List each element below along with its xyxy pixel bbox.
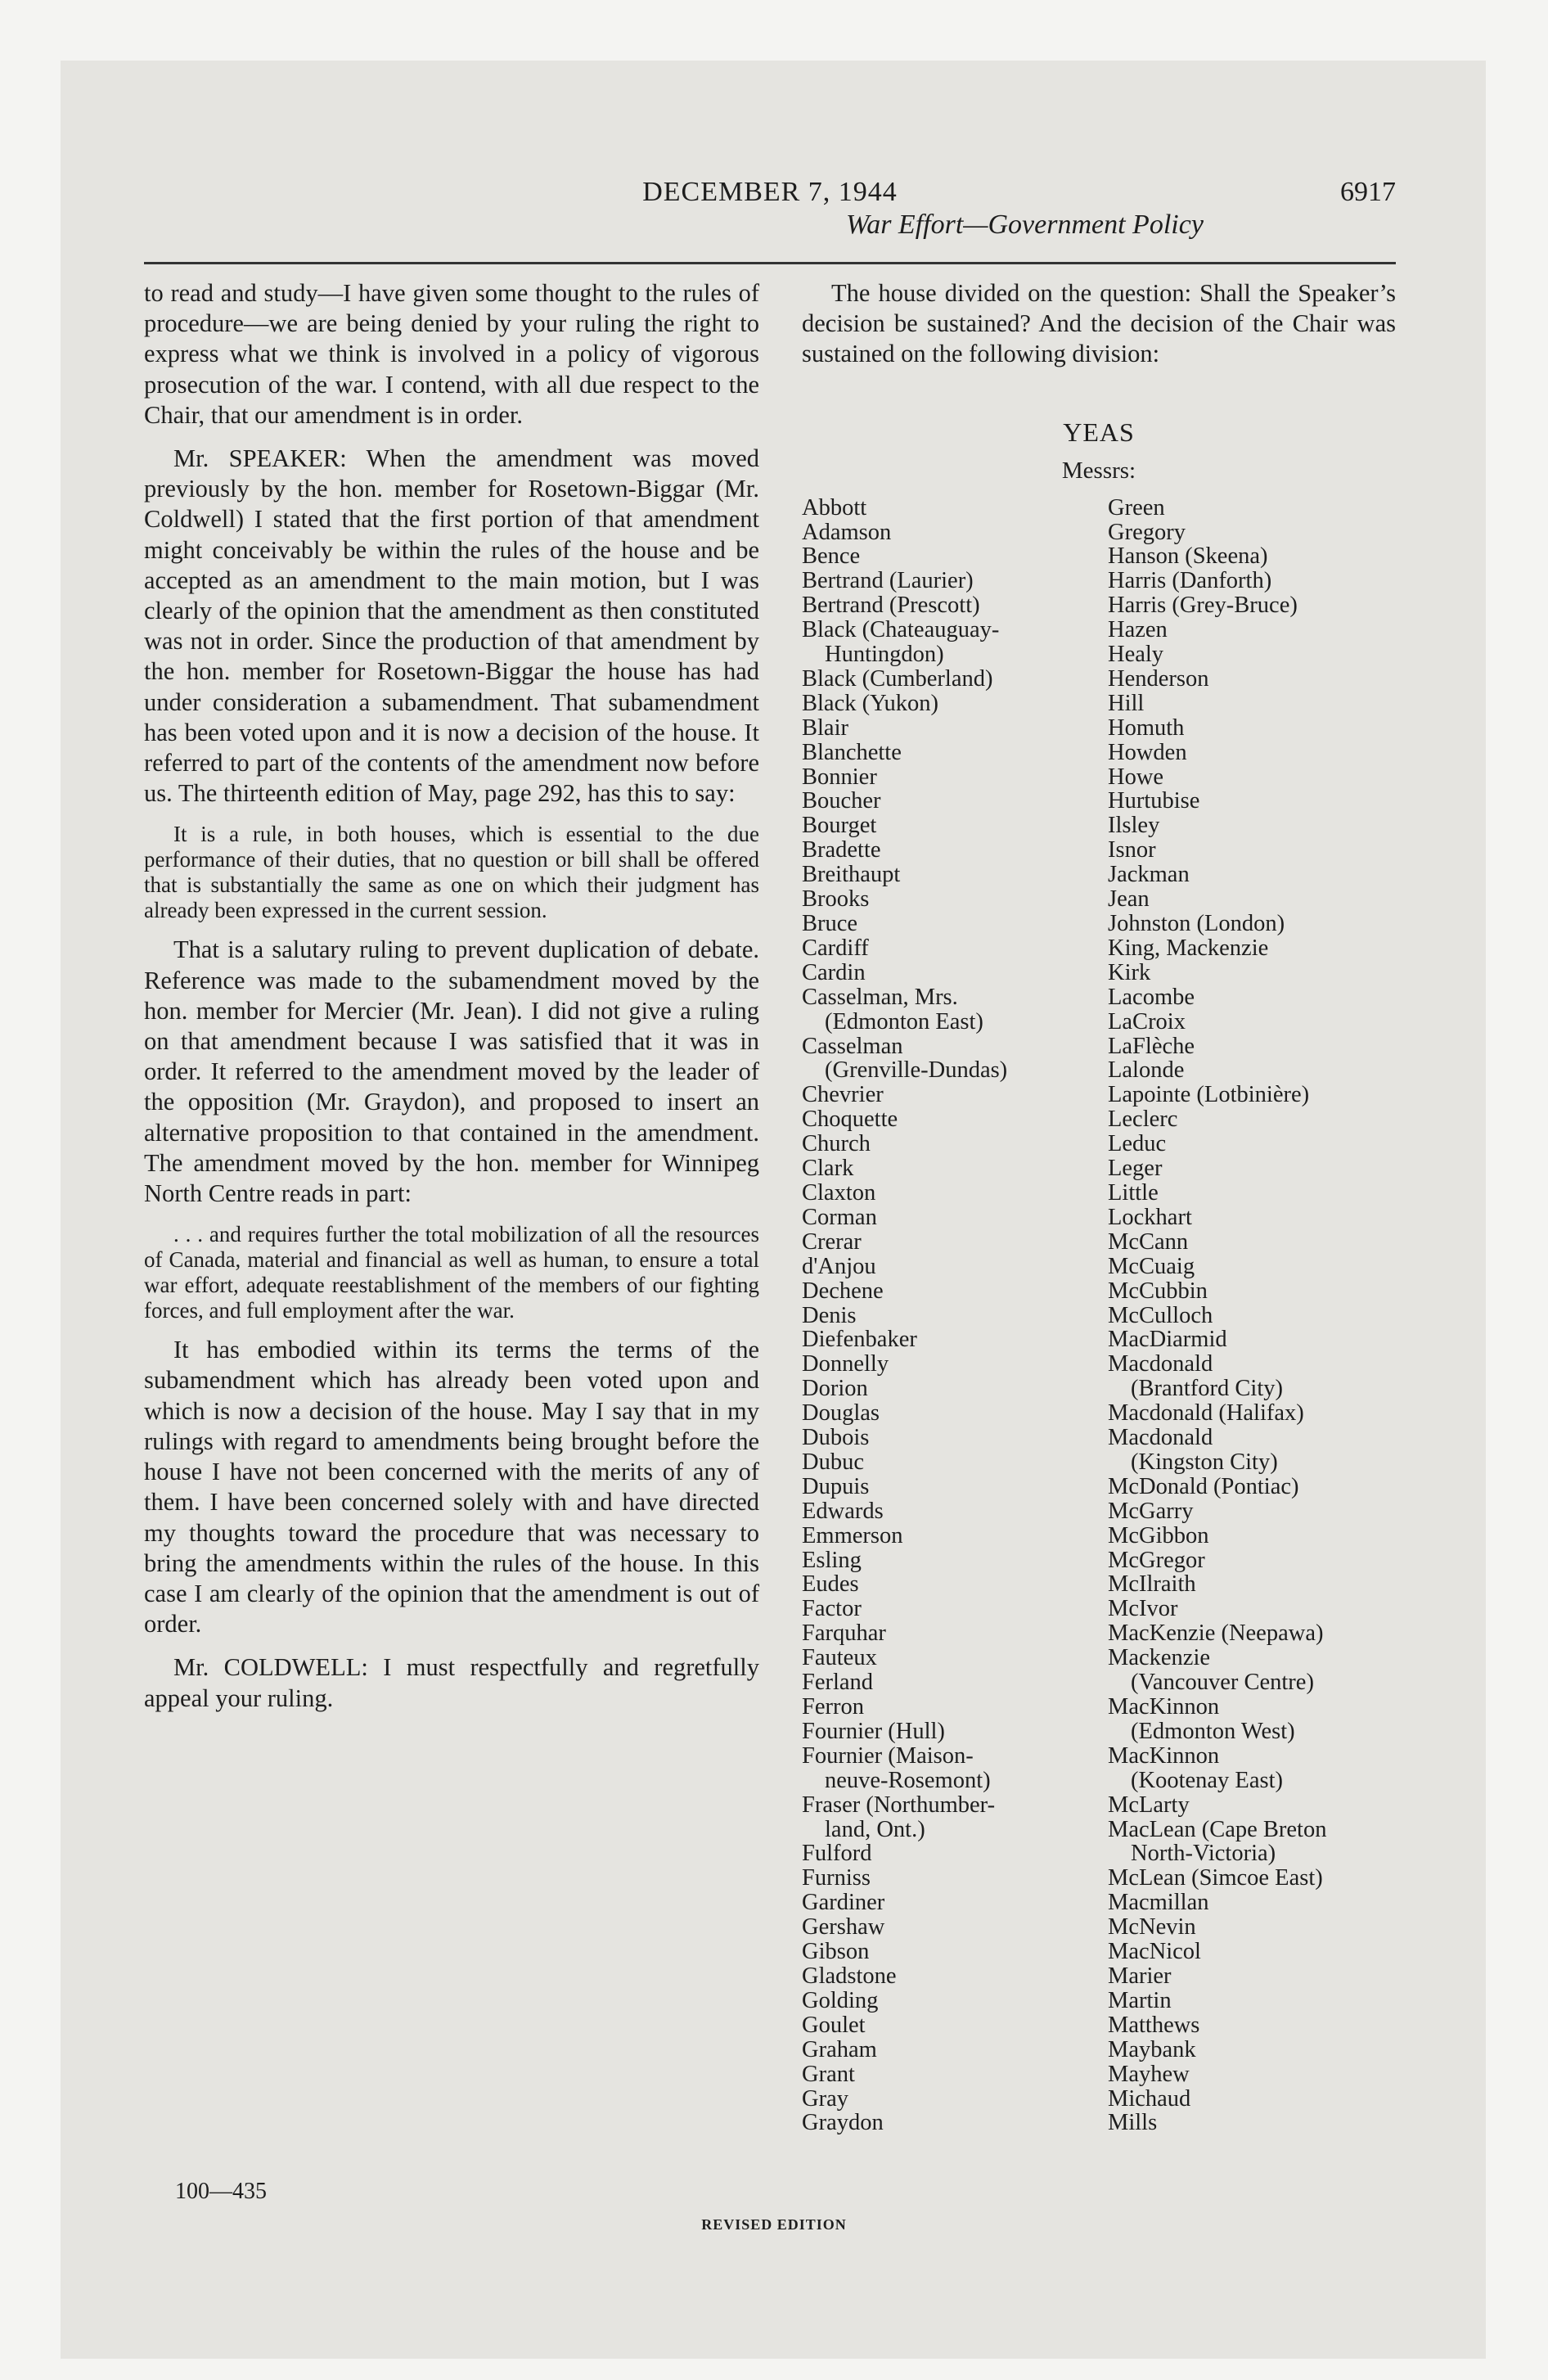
member-name: Leger [1108, 1156, 1163, 1182]
member-name: Lacombe [1108, 984, 1195, 1010]
member-name: Bonnier [802, 764, 877, 790]
member-name: Isnor [1108, 837, 1156, 863]
header-date: DECEMBER 7, 1944 [642, 177, 898, 207]
member-name: North-Victoria) [1131, 1841, 1276, 1867]
member-name: Macdonald [1108, 1425, 1213, 1451]
member-name: Farquhar [802, 1620, 886, 1647]
member-name: (Vancouver Centre) [1131, 1670, 1314, 1696]
member-name: McCubbin [1108, 1278, 1208, 1304]
member-name: Church [802, 1131, 871, 1157]
member-name: Ilsley [1108, 813, 1160, 839]
member-name: Factor [802, 1596, 862, 1622]
member-name: Bertrand (Prescott) [802, 593, 980, 619]
header-rule [144, 262, 1396, 264]
names-column-1 [802, 496, 1108, 2136]
member-name: Diefenbaker [802, 1327, 917, 1353]
member-name: King, Mackenzie [1108, 935, 1269, 961]
member-name: Gibson [802, 1939, 870, 1965]
quoted-passage: . . . and requires further the total mobilization of all the resources of Canada, material and financial as well as human, to ensure a total war effort, adequate reestablishment of the members of our fighting forces, and full employment after the war. [144, 1222, 759, 1323]
member-name: Huntingdon) [825, 642, 944, 668]
member-name: Ferland [802, 1670, 874, 1696]
member-name: Hill [1108, 690, 1145, 716]
member-name: Crerar [802, 1228, 862, 1255]
member-name: Henderson [1108, 665, 1209, 692]
member-name: Dubois [802, 1425, 870, 1451]
member-name: Bradette [802, 837, 881, 863]
member-name: Claxton [802, 1179, 876, 1206]
member-name: Edwards [802, 1498, 884, 1524]
member-name: LaCroix [1108, 1008, 1186, 1034]
member-name: Maybank [1108, 2036, 1196, 2062]
member-name: MacNicol [1108, 1939, 1201, 1965]
member-name: Fauteux [802, 1645, 877, 1671]
member-name: Dechene [802, 1278, 884, 1304]
member-name: Macdonald [1108, 1351, 1213, 1377]
yeas-name-list [802, 496, 1396, 2136]
member-name: (Kootenay East) [1131, 1767, 1283, 1793]
member-name: Howe [1108, 764, 1164, 790]
member-name: Clark [802, 1156, 854, 1182]
yeas-heading: YEAS [1063, 417, 1135, 447]
member-name: Chevrier [802, 1082, 884, 1108]
member-name: McGregor [1108, 1547, 1205, 1573]
page-header [144, 177, 1396, 259]
member-name: (Kingston City) [1131, 1449, 1278, 1475]
member-name: McGarry [1108, 1498, 1194, 1524]
member-name: Gregory [1108, 519, 1186, 545]
member-name: (Edmonton West) [1131, 1718, 1295, 1744]
member-name: McCann [1108, 1228, 1189, 1255]
member-name: Green [1108, 494, 1165, 521]
member-name: McIlraith [1108, 1571, 1196, 1598]
member-name: Homuth [1108, 714, 1185, 741]
member-name: Denis [802, 1302, 857, 1328]
member-name: Jackman [1108, 862, 1190, 888]
member-name: Lalonde [1108, 1057, 1185, 1084]
paragraph: It has embodied within its terms the terms of the subamendment which has already been voted upon and which is now a decision of the house. May I say that in my rulings with regard to amendments being brought before the house I have not been concerned with the merits of any of them. I have been concerned solely with and have directed my thoughts toward the procedure that was necessary to bring the amendments within the rules of the house. In this case I am clearly of the opinion that the amendment is out of order. [144, 1336, 759, 1639]
member-name: Harris (Danforth) [1108, 568, 1272, 594]
member-name: Hanson (Skeena) [1108, 543, 1268, 570]
member-name: Furniss [802, 1865, 871, 1891]
member-name: (Grenville-Dundas) [825, 1057, 1008, 1084]
division-intro: The house divided on the question: Shall the Speaker’s decision be sustained? And the decision of the Chair was sustained on the following division: [802, 279, 1396, 368]
member-name: McGibbon [1108, 1522, 1209, 1548]
member-name: McNevin [1108, 1914, 1196, 1941]
member-name: (Edmonton East) [825, 1008, 983, 1034]
member-name: Hurtubise [1108, 788, 1200, 814]
member-name: MacDiarmid [1108, 1327, 1227, 1353]
member-name: Dubuc [802, 1449, 864, 1475]
member-name: LaFlèche [1108, 1033, 1195, 1059]
footer-signature: 100—435 [175, 2179, 267, 2204]
member-name: McLarty [1108, 1792, 1190, 1818]
member-name: Jean [1108, 886, 1150, 913]
member-name: McLean (Simcoe East) [1108, 1865, 1323, 1891]
member-name: Hazen [1108, 617, 1168, 643]
member-name: Little [1108, 1179, 1159, 1206]
member-name: Corman [802, 1204, 877, 1230]
member-name: Eudes [802, 1571, 859, 1598]
member-name: Cardiff [802, 935, 869, 961]
member-name: Donnelly [802, 1351, 889, 1377]
member-name: Gardiner [802, 1890, 885, 1916]
member-name: MacKinnon [1108, 1694, 1220, 1720]
header-subtitle: War Effort—Government Policy [846, 210, 1204, 240]
member-name: McCuaig [1108, 1253, 1195, 1279]
member-name: Brooks [802, 886, 870, 913]
messrs-subheading: Messrs: [1061, 457, 1136, 484]
member-name: Blanchette [802, 739, 902, 765]
member-name: Marier [1108, 1963, 1172, 1989]
quoted-passage: It is a rule, in both houses, which is essential to the due performance of their duties, that no question or bill shall be offered that is substantially the same as one on which their judgment has already been expressed in the current session. [144, 822, 759, 923]
member-name: Bertrand (Laurier) [802, 568, 974, 594]
member-name: Black (Yukon) [802, 690, 939, 716]
member-name: Gershaw [802, 1914, 885, 1941]
member-name: Bourget [802, 813, 877, 839]
member-name: Macdonald (Halifax) [1108, 1400, 1304, 1427]
member-name: Graydon [802, 2110, 884, 2136]
member-name: Boucher [802, 788, 881, 814]
member-name: Bruce [802, 911, 858, 937]
right-column [802, 278, 1396, 2135]
member-name: Golding [802, 1987, 879, 2013]
member-name: Dupuis [802, 1473, 870, 1499]
member-name: Howden [1108, 739, 1187, 765]
footer-edition: REVISED EDITION [701, 2216, 847, 2233]
member-name: Lapointe (Lotbinière) [1108, 1082, 1310, 1108]
member-name: Douglas [802, 1400, 880, 1427]
member-name: Mackenzie [1108, 1645, 1211, 1671]
left-column [144, 278, 759, 1727]
member-name: Black (Chateauguay- [802, 617, 1000, 643]
member-name: Dorion [802, 1376, 868, 1402]
member-name: Macmillan [1108, 1890, 1209, 1916]
member-name: Casselman, Mrs. [802, 984, 958, 1010]
member-name: Emmerson [802, 1522, 903, 1548]
member-name: McDonald (Pontiac) [1108, 1473, 1299, 1499]
member-name: Casselman [802, 1033, 903, 1059]
paragraph: Mr. COLDWELL: I must respectfully and regretfully appeal your ruling. [144, 1653, 759, 1712]
page-number: 6917 [1340, 177, 1396, 207]
member-name: Abbott [802, 494, 867, 521]
member-name: Leduc [1108, 1131, 1167, 1157]
member-name: Fraser (Northumber- [802, 1792, 996, 1818]
member-name: Breithaupt [802, 862, 901, 888]
member-name: Goulet [802, 2012, 866, 2038]
member-name: Gladstone [802, 1963, 897, 1989]
member-name: Leclerc [1108, 1107, 1178, 1133]
paragraph: Mr. SPEAKER: When the amendment was moved previously by the hon. member for Rosetown-Biggar (Mr. Coldwell) I stated that the first portion of that amendment might conceivably be within the rules of the house and be accepted as an amendment to the main motion, but I was clearly of the opinion that the amendment as then constituted was not in order. Since the production of that amendment by the hon. member for Rosetown-Biggar the house has had under consideration a subamendment. That subamendment has been voted upon and it is now a decision of the house. It referred to part of the contents of the amendment now before us. The thirteenth edition of May, page 292, has this to say: [144, 444, 759, 808]
member-name: Gray [802, 2085, 848, 2112]
member-name: MacKinnon [1108, 1742, 1220, 1769]
member-name: Grant [802, 2061, 855, 2087]
member-name: Choquette [802, 1107, 898, 1133]
member-name: (Brantford City) [1131, 1376, 1284, 1402]
member-name: Ferron [802, 1694, 864, 1720]
member-name: Martin [1108, 1987, 1172, 2013]
member-name: neuve-Rosemont) [825, 1767, 991, 1793]
member-name: Adamson [802, 519, 892, 545]
member-name: Esling [802, 1547, 862, 1573]
member-name: Cardin [802, 959, 866, 985]
member-name: Mills [1108, 2110, 1158, 2136]
member-name: Fournier (Maison- [802, 1742, 974, 1769]
member-name: Healy [1108, 642, 1164, 668]
member-name: Lockhart [1108, 1204, 1192, 1230]
member-name: Michaud [1108, 2085, 1191, 2112]
member-name: Harris (Grey-Bruce) [1108, 593, 1298, 619]
member-name: MacLean (Cape Breton [1108, 1816, 1327, 1842]
member-name: d'Anjou [802, 1253, 876, 1279]
names-column-2 [1108, 496, 1396, 2136]
member-name: land, Ont.) [825, 1816, 925, 1842]
member-name: MacKenzie (Neepawa) [1108, 1620, 1324, 1647]
member-name: Fournier (Hull) [802, 1718, 945, 1744]
member-name: McCulloch [1108, 1302, 1213, 1328]
member-name: Johnston (London) [1108, 911, 1285, 937]
member-name: Bence [802, 543, 861, 570]
member-name: Blair [802, 714, 848, 741]
member-name: Fulford [802, 1841, 872, 1867]
member-name: Matthews [1108, 2012, 1200, 2038]
paragraph: to read and study—I have given some thought to the rules of procedure—we are being denied by your ruling the right to express what we think is involved in a policy of vigorous prosecution of the war. I contend, with all due respect to the Chair, that our amendment is in order. [144, 279, 759, 429]
member-name: Mayhew [1108, 2061, 1190, 2087]
member-name: Graham [802, 2036, 877, 2062]
member-name: Black (Cumberland) [802, 665, 993, 692]
paragraph: That is a salutary ruling to prevent duplication of debate. Reference was made to the subamendment moved by the hon. member for Mercier (Mr. Jean). I did not give a ruling on that amendment because I was satisfied that it was in order. It referred to the amendment moved by the leader of the opposition (Mr. Graydon), and proposed to insert an alternative proposition to that contained in the amendment. The amendment moved by the hon. member for Winnipeg North Centre reads in part: [144, 935, 759, 1208]
member-name: McIvor [1108, 1596, 1178, 1622]
member-name: Kirk [1108, 959, 1151, 985]
